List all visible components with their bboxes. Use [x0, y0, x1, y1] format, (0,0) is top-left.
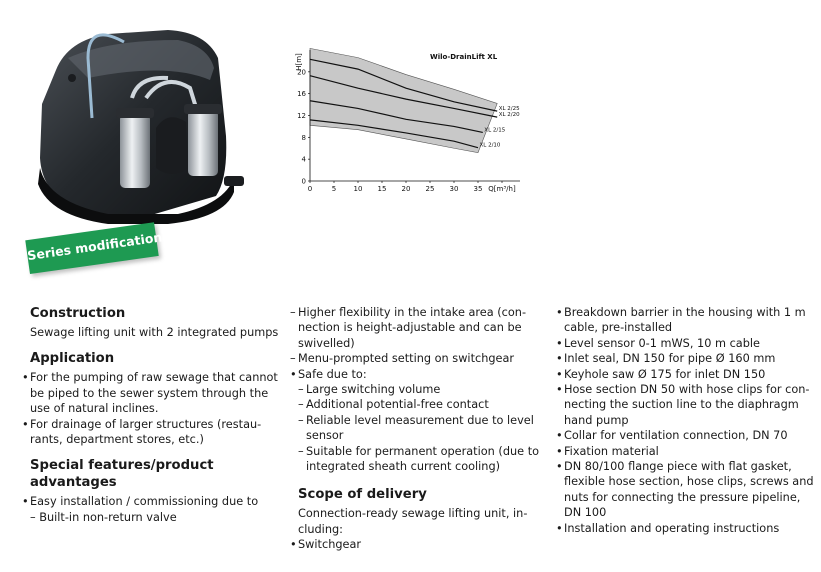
- y-tick-label-5: 0: [301, 177, 306, 186]
- column-1: [22, 305, 284, 525]
- x-tick-label-5: 25: [425, 185, 435, 193]
- construction-heading: Construction: [30, 306, 126, 321]
- x-tick-label-7: 35: [473, 185, 483, 193]
- list-item: • Installation and operating instructions: [556, 521, 816, 536]
- list-item: • Breakdown barrier in the housing with 1 m cable, pre-installed: [556, 305, 816, 336]
- application-list: [22, 370, 284, 447]
- list-item: – Reliable level measurement due to level sensor: [290, 413, 545, 444]
- y-tick-label-2: 12: [297, 112, 306, 120]
- pump-curve-chart: [290, 40, 530, 200]
- column-3: [556, 305, 816, 536]
- list-item: • Inlet seal, DN 150 for pipe Ø 160 mm: [556, 351, 816, 366]
- badge-label: Series modification: [26, 229, 164, 264]
- y-axis-label: H[m]: [295, 53, 303, 71]
- x-tick-label-6: 30: [449, 185, 459, 193]
- features-continued-list: [290, 305, 545, 474]
- x-tick-label-4: 20: [401, 185, 411, 193]
- column-2: [290, 305, 545, 553]
- scope-heading: Scope of delivery: [298, 487, 427, 503]
- safe-label: • Safe due to:: [290, 367, 545, 382]
- x-tick-label-1: 5: [331, 185, 337, 193]
- scope-list: [290, 537, 545, 552]
- scope-text: Connection-ready sewage lifting unit, in-cluding:: [298, 507, 528, 536]
- operating-range-band: [310, 48, 497, 152]
- list-item: • For drainage of larger structures (restau-rants, department stores, etc.): [22, 417, 284, 448]
- series-label-2: XL 2/15: [484, 127, 506, 134]
- x-tick-label-0: 0: [307, 185, 313, 193]
- y-tick-label-4: 4: [301, 155, 306, 164]
- list-item: • Switchgear: [290, 537, 545, 552]
- features-heading: Special features/product advantages: [30, 458, 214, 491]
- list-item: • Collar for ventilation connection, DN 70: [556, 428, 816, 443]
- list-item: • Level sensor 0-1 mWS, 10 m cable: [556, 336, 816, 351]
- list-item: • Fixation material: [556, 444, 816, 459]
- features-list: [22, 494, 284, 525]
- list-item: – Built-in non-return valve: [30, 510, 177, 524]
- list-item: • Keyhole saw Ø 175 for inlet DN 150: [556, 367, 816, 382]
- series-label-0: XL 2/25: [498, 106, 520, 113]
- list-item: – Higher flexibility in the intake area (con-nection is height-adjustable and can be swivelled): [290, 305, 545, 351]
- list-item: • Hose section DN 50 with hose clips for con-necting the suction line to the diaphragm hand pump: [556, 382, 816, 428]
- chart-title: Wilo-DrainLift XL: [430, 53, 498, 61]
- list-item: • DN 80/100 flange piece with flat gasket, flexible hose section, hose clips, screws and nuts for connecting the pressure pipeline, DN 100: [556, 459, 816, 521]
- list-item: – Suitable for permanent operation (due to integrated sheath current cooling): [290, 444, 545, 475]
- series-modification-badge: [25, 222, 164, 274]
- list-item: – Additional potential-free contact: [290, 397, 545, 412]
- y-tick-label-1: 16: [297, 90, 306, 99]
- scope-list-continued: [556, 305, 816, 536]
- y-tick-label-3: 8: [301, 133, 306, 142]
- application-heading: Application: [30, 351, 115, 367]
- list-item: • Easy installation / commissioning due to: [22, 494, 284, 509]
- construction-text: Sewage lifting unit with 2 integrated pumps: [30, 326, 279, 339]
- list-item: – Menu-prompted setting on switchgear: [290, 351, 545, 366]
- list-item: – Large switching volume: [290, 382, 545, 397]
- x-tick-label-3: 15: [377, 185, 387, 193]
- x-tick-label-2: 10: [353, 185, 363, 193]
- product-image: [28, 18, 248, 226]
- list-item: • For the pumping of raw sewage that cannot be piped to the sewer system through the use of natural inclines.: [22, 370, 284, 416]
- series-label-1: XL 2/20: [498, 112, 520, 119]
- series-label-3: XL 2/10: [479, 142, 501, 149]
- x-tick-label-8: Q[m³/h]: [488, 185, 516, 193]
- y-tick-label-0: 20: [297, 68, 306, 77]
